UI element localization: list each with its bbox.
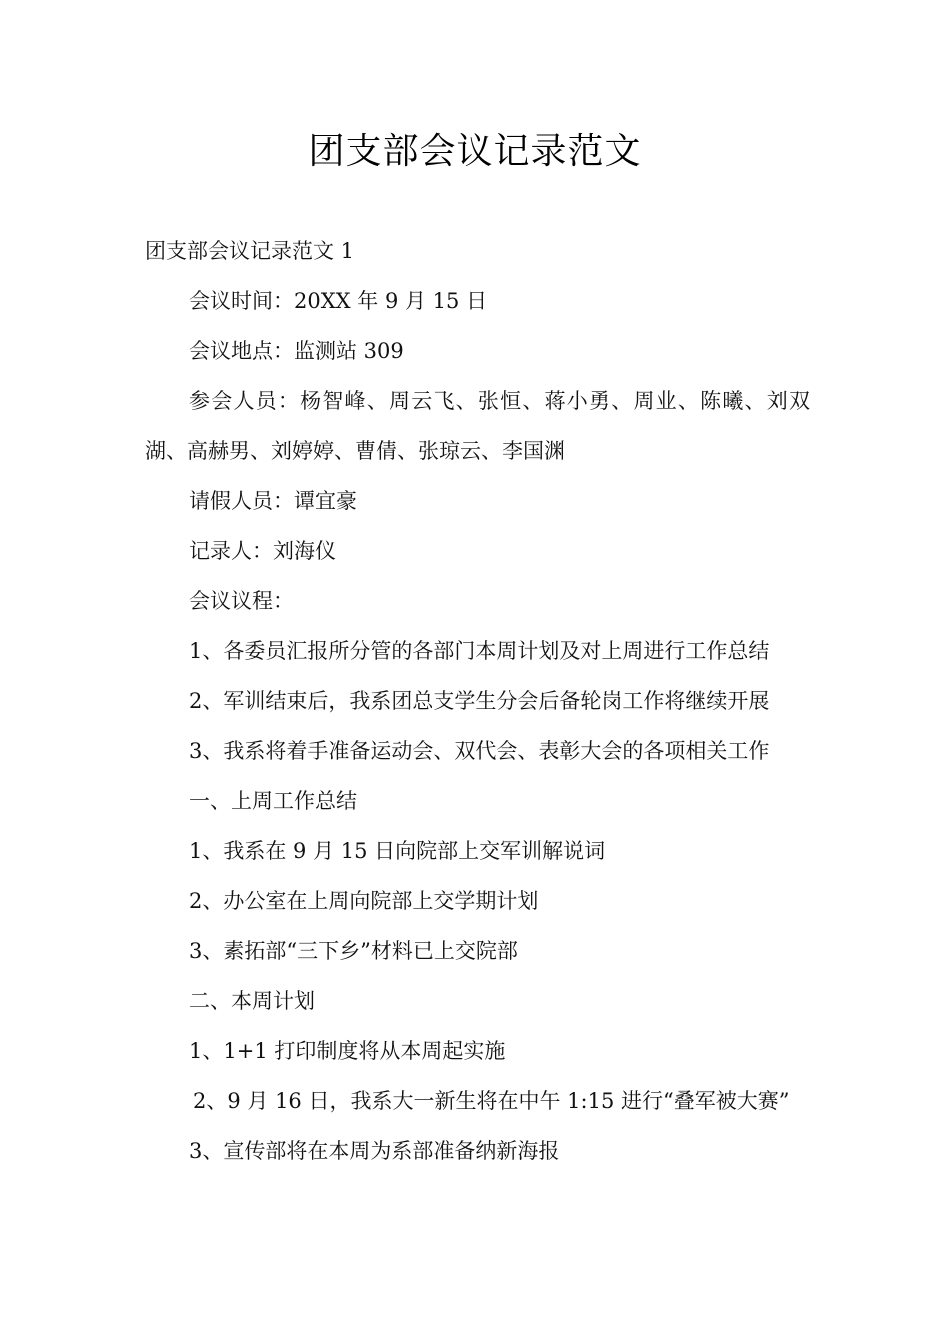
meeting-place: 会议地点：监测站 309: [189, 339, 404, 363]
agenda-item: 3、我系将着手准备运动会、双代会、表彰大会的各项相关工作: [189, 739, 770, 763]
meeting-attendees: 参会人员：杨智峰、周云飞、张恒、蒋小勇、周业、陈曦、刘双湖、高赫男、刘婷婷、曹倩、张琼云、李国渊: [145, 389, 810, 463]
this-week-item: 3、宣传部将在本周为系部准备纳新海报: [189, 1139, 560, 1163]
agenda-heading: 会议议程：: [189, 589, 294, 613]
last-week-item: 1、我系在 9 月 15 日向院部上交军训解说词: [189, 839, 606, 863]
section-heading-this-week: 二、本周计划: [189, 989, 315, 1013]
this-week-item: 2、9 月 16 日，我系大一新生将在中午 1:15 进行“叠军被大赛”: [193, 1089, 790, 1113]
this-week-item: 1、1+1 打印制度将从本周起实施: [189, 1039, 506, 1063]
last-week-item: 3、素拓部“三下乡”材料已上交院部: [189, 939, 518, 963]
document-title: 团支部会议记录范文: [308, 131, 642, 172]
document-subtitle: 团支部会议记录范文 1: [145, 239, 355, 263]
document-body: [145, 226, 810, 1176]
agenda-item: 1、各委员汇报所分管的各部门本周计划及对上周进行工作总结: [189, 639, 770, 663]
last-week-item: 2、办公室在上周向院部上交学期计划: [189, 889, 539, 913]
agenda-item: 2、军训结束后，我系团总支学生分会后备轮岗工作将继续开展: [189, 689, 770, 713]
meeting-time: 会议时间：20XX 年 9 月 15 日: [189, 289, 488, 313]
section-heading-last-week: 一、上周工作总结: [189, 789, 357, 813]
meeting-absent: 请假人员：谭宜豪: [189, 489, 357, 513]
meeting-recorder: 记录人：刘海仪: [189, 539, 336, 563]
